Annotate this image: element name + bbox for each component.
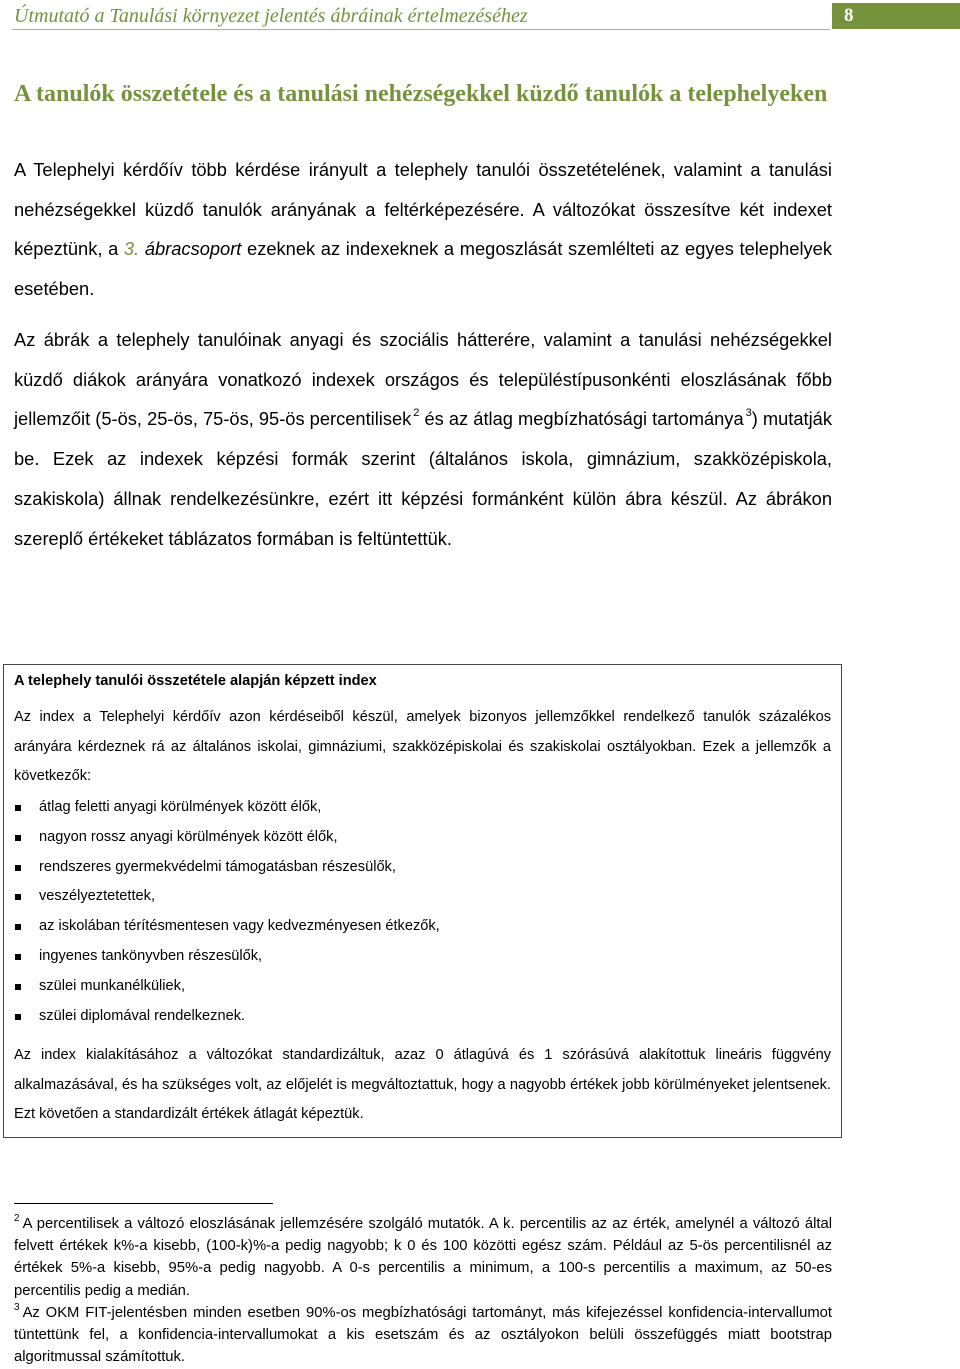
footnote-ref-2[interactable]: 2 <box>413 407 420 420</box>
section-title: A tanulók összetétele és a tanulási nehézségekkel küzdő tanulók a telephelyeken <box>14 81 828 107</box>
list-item: szülei munkanélküliek, <box>14 972 440 1002</box>
footnote-text: A percentilisek a változó eloszlásának jellemzésére szolgáló mutatók. A k. percentilis az az érték, amelynél a változó által felvett értékek k%-a kisebb, (100-k)%-a pedig nagyobb; k 0 és 100 közötti egész szám. Például az 5-ös percentilisnél az értékek 5%-a kisebb, 95%-a pedig nagyobb. A 0-s percentilis a minimum, a 100-s percentilis a maximum, az 50-es percentilis pedig a medián. <box>14 1216 832 1299</box>
list-item: ingyenes tankönyvben részesülők, <box>14 942 440 972</box>
footnote-ref-3[interactable]: 3 <box>745 407 752 420</box>
list-item: veszélyeztetettek, <box>14 882 440 912</box>
page-header <box>0 0 960 34</box>
footnote-separator <box>14 1203 273 1204</box>
figure-group-label: ábracsoport <box>144 238 242 260</box>
box-intro: Az index a Telephelyi kérdőív azon kérdéseiből készül, amelyek bizonyos jellemzőkkel rendelkező tanulók százalékos arányára kérdeznek rá az általános iskolai, gimnáziumi, szakközépiskolai és szakiskolai osztályokban. Ezek a jellemzők a következők: <box>14 709 831 785</box>
footnote-2 <box>14 1213 832 1302</box>
list-item: az iskolában térítésmentesen vagy kedvezményesen étkezők, <box>14 912 440 942</box>
box-title: A telephely tanulói összetétele alapján képzett index <box>14 673 377 689</box>
intro-text-2: ezeknek az indexeknek a megoszlását szemlélteti az egyes telephelyek esetében. <box>14 238 832 300</box>
figures-text-1: Az ábrák a telephely tanulóinak anyagi és szociális hátterére, valamint a tanulási nehézségekkel küzdő diákok arányára vonatkozó indexek országos és településtípusonkénti eloszlásának főbb jellemzőit (5-ös, 25-ös, 75-ös, 95-ös percentilisek <box>14 329 832 430</box>
figures-text-3: ) mutatják be. Ezek az indexek képzési formák szerint (általános iskola, gimnázium, szakközépiskola, szakiskola) állnak rendelkezésünkre, ezért itt képzési formánként külön ábra készül. Az ábrákon szereplő értékeket táblázatos formában is feltüntettük. <box>14 408 832 549</box>
list-item: szülei diplomával rendelkeznek. <box>14 1002 440 1032</box>
list-item: rendszeres gyermekvédelmi támogatásban részesülők, <box>14 853 440 883</box>
header-divider <box>12 29 830 30</box>
footnote-text: Az OKM FIT-jelentésben minden esetben 90%-os megbízhatósági tartományt, más kifejezéssel konfidencia-intervallumot tüntettünk fel, a konfidencia-intervallumokat a kis esetszám és az osztályokon belüli összefüggés miatt bootstrap algoritmussal számítottuk. <box>14 1305 832 1366</box>
figures-paragraph <box>14 320 832 558</box>
footnote-mark: 2 <box>14 1213 20 1224</box>
running-title: Útmutató a Tanulási környezet jelentés ábráinak értelmezéséhez <box>14 5 528 27</box>
page-number: 8 <box>832 3 960 29</box>
characteristics-list <box>14 793 440 1031</box>
index-definition-box <box>3 664 842 1138</box>
figure-group-number: 3. <box>123 238 140 260</box>
list-item: átlag feletti anyagi körülmények között élők, <box>14 793 440 823</box>
footnote-3 <box>14 1302 832 1369</box>
list-item: nagyon rossz anyagi körülmények között élők, <box>14 823 440 853</box>
box-outro: Az index kialakításához a változókat standardizáltuk, azaz 0 átlagúvá és 1 szórásúvá alakítottuk lineáris függvény alkalmazásával, és ha szükséges volt, az előjelét is megváltoztattuk, hogy a nagyobb értékek jobb körülményeket jelentsenek. Ezt követően a standardizált értékek átlagát képeztük. <box>14 1047 831 1123</box>
intro-text-1: A Telephelyi kérdőív több kérdése irányult a telephely tanulói összetételének, valamint a tanulási nehézségekkel küzdő tanulók arányának a feltérképezésére. A változókat összesítve két indexet képeztünk, a <box>14 159 832 260</box>
intro-paragraph <box>14 150 832 309</box>
footnote-mark: 3 <box>14 1302 20 1313</box>
figures-text-2: és az átlag megbízhatósági tartománya <box>419 408 744 430</box>
